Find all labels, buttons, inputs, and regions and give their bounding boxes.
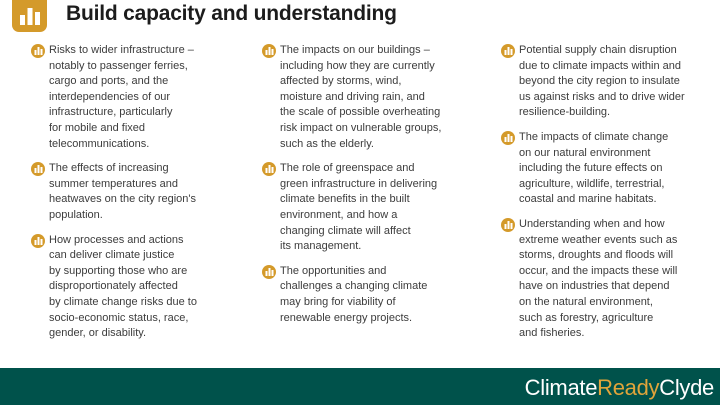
brand-logo	[525, 375, 714, 401]
bar-chart-bullet-icon	[262, 162, 276, 176]
brand-text-clyde: Clyde	[659, 375, 714, 400]
item-text: The role of greenspace and green infrastructure in delivering climate benefits in the built environment, and how a changing climate will affect its management.	[280, 162, 438, 253]
bar-chart-bullet-icon	[501, 218, 515, 232]
list-item	[31, 43, 241, 152]
list-item	[31, 161, 241, 223]
page-title: Build capacity and understanding	[66, 2, 397, 25]
item-text: Risks to wider infrastructure – notably to passenger ferries, cargo and ports, and the interdependencies of our infrastructure, particularly for mobile and fixed telecommunications.	[49, 44, 194, 150]
brand-text-climate: Climate	[524, 375, 598, 400]
item-text: Potential supply chain disruption due to climate impacts within and beyond the city region to insulate us against risks and to drive wider resilience-building.	[519, 44, 685, 119]
footer-bar	[0, 368, 720, 405]
item-text: Understanding when and how extreme weather events such as storms, droughts and floods will occur, and the impacts these will have on industries that depend on the natural environment, such as forestry, agriculture and fisheries.	[519, 217, 678, 340]
bar-chart-bullet-icon	[262, 44, 276, 58]
item-text: The effects of increasing summer temperatures and heatwaves on the city region's population.	[49, 162, 197, 221]
bar-chart-bullet-icon	[501, 44, 515, 58]
bar-chart-bullet-icon	[262, 265, 276, 279]
bar-chart-bullet-icon	[31, 162, 45, 176]
item-text: How processes and actions can deliver climate justice by supporting those who are disproportionately affected by climate change risks due to socio-economic status, race, gender, or disability.	[49, 233, 197, 340]
column-1	[31, 43, 241, 351]
list-item	[501, 43, 711, 121]
item-text: The opportunities and challenges a changing climate may bring for viability of renewable energy projects.	[280, 264, 428, 324]
column-2	[262, 43, 472, 335]
bar-chart-icon	[12, 0, 47, 32]
brand-text-ready: Ready	[597, 375, 660, 400]
item-text: The impacts on our buildings – including how they are currently affected by storms, wind, moisture and driving rain, and the scale of possible overheating risk impact on vulnerable groups, such as the elderly.	[280, 44, 442, 150]
list-item	[262, 43, 472, 152]
item-text: The impacts of climate change on our natural environment including the future effects on agriculture, wildlife, terrestrial, coastal and marine habitats.	[519, 130, 669, 206]
column-3	[501, 43, 711, 351]
list-item	[501, 130, 711, 208]
list-item	[262, 264, 472, 326]
list-item	[262, 161, 472, 255]
header	[0, 0, 720, 34]
bar-chart-bullet-icon	[31, 44, 45, 58]
bar-chart-bullet-icon	[31, 234, 45, 248]
list-item	[501, 217, 711, 342]
list-item	[31, 233, 241, 342]
bar-chart-bullet-icon	[501, 131, 515, 145]
